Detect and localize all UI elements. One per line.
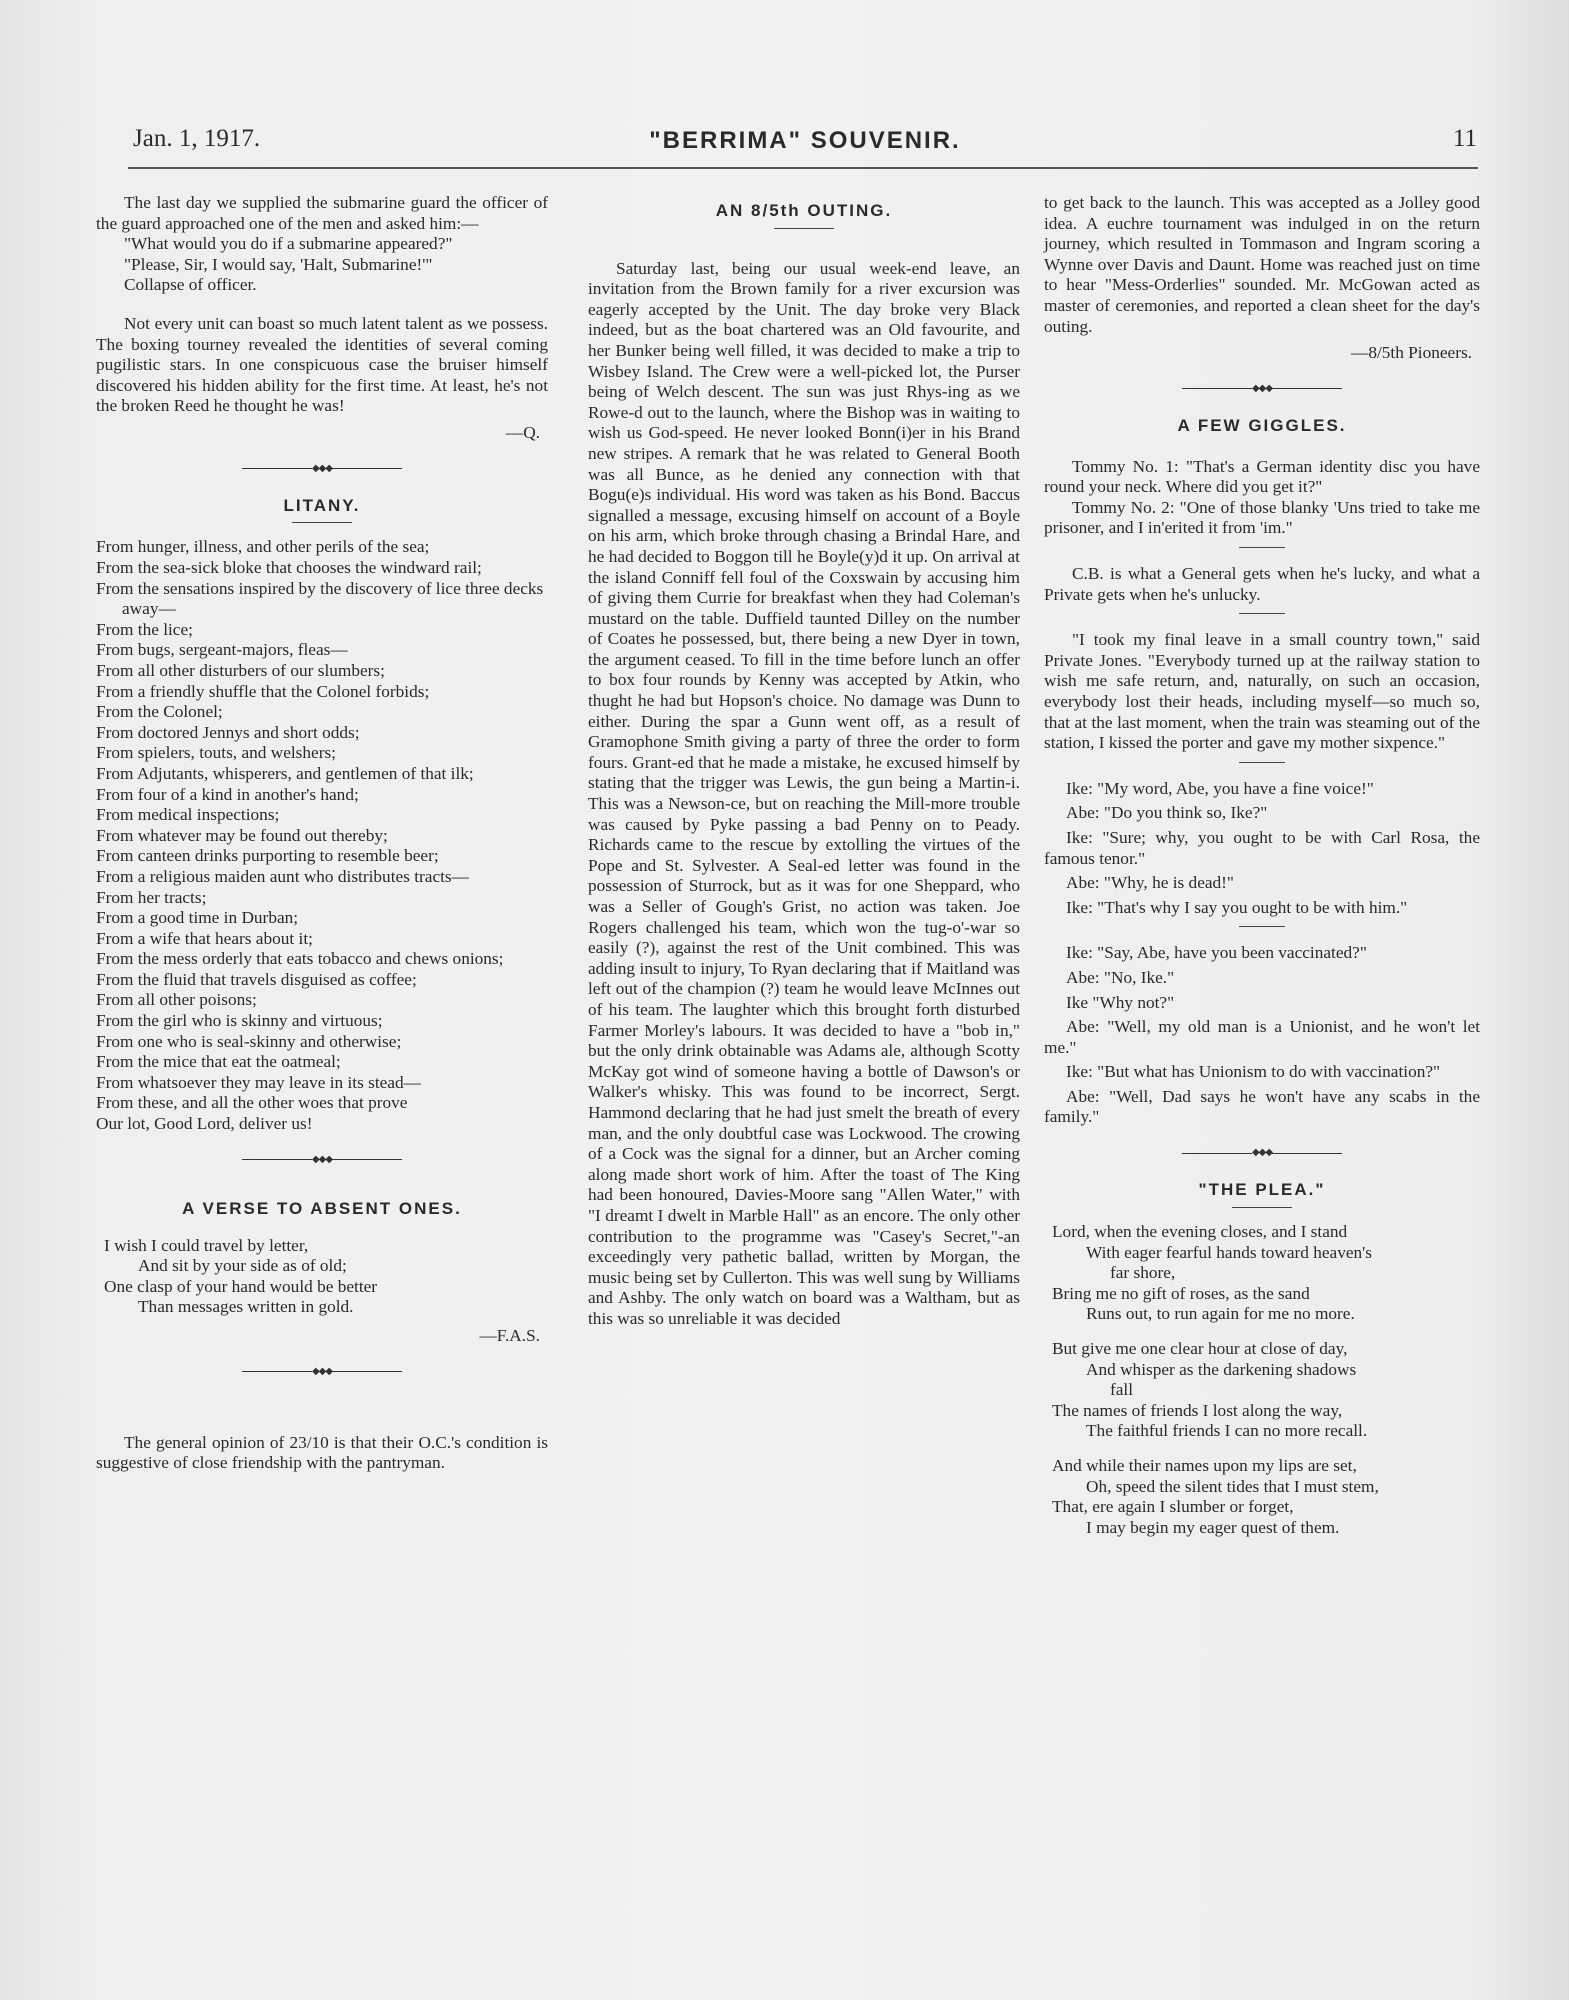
litany-line: From all other disturbers of our slumbers;: [96, 660, 385, 680]
verse-poem: [96, 1236, 548, 1318]
litany-line: From the fluid that travels disguised as coffee;: [96, 969, 417, 989]
litany-line: From the mess orderly that eats tobacco and chews onions;: [96, 949, 504, 969]
poem-line: far shore,: [1110, 1263, 1176, 1283]
litany-line: From whatever may be found out thereby;: [96, 825, 388, 845]
verse-heading: A VERSE TO ABSENT ONES.: [182, 1198, 462, 1218]
poem-line: But give me one clear hour at close of day,: [1052, 1338, 1348, 1358]
poem-line: I may begin my eager quest of them.: [1086, 1517, 1340, 1537]
litany-heading: LITANY.: [283, 495, 361, 515]
litany-line: From Adjutants, whisperers, and gentlemen of that ilk;: [96, 763, 474, 783]
dialogue-line: Ike: "Say, Abe, have you been vaccinated?": [1066, 943, 1367, 963]
publication-title: "BERRIMA" SOUVENIR.: [649, 127, 961, 154]
litany-line: From four of a kind in another's hand;: [96, 784, 359, 804]
submarine-paragraph-1: The last day we supplied the submarine guard the officer of the guard approached one of the men and asked him:—: [96, 193, 548, 233]
poem-line: fall: [1110, 1380, 1134, 1400]
poem-line: Bring me no gift of roses, as the sand: [1052, 1283, 1310, 1303]
litany-line: From a good time in Durban;: [96, 908, 299, 928]
litany-line: From bugs, sergeant-majors, fleas—: [96, 640, 348, 660]
litany-line: From the girl who is skinny and virtuous;: [96, 1011, 383, 1031]
dialogue-line: Ike: "But what has Unionism to do with vaccination?": [1066, 1062, 1441, 1082]
litany-line: From these, and all the other woes that prove: [96, 1093, 408, 1113]
ike-abe-dialogue-1: [1044, 779, 1480, 919]
litany-line: From hunger, illness, and other perils of the sea;: [96, 537, 430, 557]
litany-line: From the mice that eat the oatmeal;: [96, 1052, 341, 1072]
page-number: 11: [1452, 125, 1477, 152]
column-left: [96, 193, 548, 1486]
header-rule: [128, 167, 1478, 169]
short-rule: [1239, 926, 1285, 927]
dialogue-line: Ike: "Sure; why, you ought to be with Carl Rosa, the famous tenor.": [1044, 827, 1480, 868]
giggle-tommy-2: Tommy No. 2: "One of those blanky 'Uns tried to take me prisoner, and I in'erited it from 'im.": [1044, 497, 1480, 538]
dialogue-line: Ike: "My word, Abe, you have a fine voice!": [1066, 778, 1374, 798]
poem-line: And while their names upon my lips are set,: [1052, 1455, 1357, 1475]
heading-underline: [292, 522, 352, 523]
plea-heading: "THE PLEA.": [1198, 1180, 1326, 1200]
litany-line: From the Colonel;: [96, 702, 223, 722]
litany-line: Our lot, Good Lord, deliver us!: [96, 1114, 313, 1134]
ornament-divider: ◆◆◆: [96, 1155, 548, 1165]
litany-list: [96, 537, 548, 1134]
poem-line: One clasp of your hand would be better: [104, 1276, 378, 1296]
litany-line: From a religious maiden aunt who distributes tracts—: [96, 866, 469, 886]
dialogue-line: Abe: "Well, my old man is a Unionist, and he won't let me.": [1044, 1017, 1480, 1057]
poem-line: And whisper as the darkening shadows: [1086, 1359, 1357, 1379]
litany-line: From a wife that hears about it;: [96, 928, 313, 948]
dialogue-line: Ike "Why not?": [1066, 992, 1175, 1012]
litany-line: From spielers, touts, and welshers;: [96, 743, 336, 763]
poem-line: Oh, speed the silent tides that I must stem,: [1086, 1476, 1379, 1496]
litany-line: From all other poisons;: [96, 990, 257, 1010]
outing-article-continuation: to get back to the launch. This was accepted as a Jolley good idea. A euchre tournament was indulged in on the return journey, which resulted in Tommason and Ingram scoring a Wynne over Davis and Daunt. Home was reached just on time to hear "Mess-Orderlies" sounded. Mr. McGowan acted as master of ceremonies, and reported a clean sheet for the day's outing.: [1044, 193, 1480, 336]
poem-line: I wish I could travel by letter,: [104, 1235, 309, 1255]
litany-line: From the lice;: [96, 619, 193, 639]
dialogue-line: Ike: "That's why I say you ought to be with him.": [1066, 897, 1408, 917]
short-rule: [1239, 613, 1285, 614]
dialogue-line: Abe: "Well, Dad says he won't have any scabs in the family.": [1044, 1086, 1480, 1127]
poem-line: Runs out, to run again for me no more.: [1086, 1304, 1355, 1324]
poem-line: Than messages written in gold.: [138, 1297, 354, 1317]
plea-stanza-2: [1044, 1339, 1480, 1442]
column-right: [1044, 193, 1480, 1552]
giggle-private-jones: "I took my final leave in a small country town," said Private Jones. "Everybody turned up at the railway station to wish me safe return, and, naturally, on such an occasion, everybody lost their heads, including myself—so much so, that at the last moment, when the train was steaming out of the station, I kissed the porter and gave my mother sixpence.": [1044, 630, 1480, 753]
issue-date: Jan. 1, 1917.: [133, 125, 261, 152]
poem-line: And sit by your side as of old;: [138, 1256, 347, 1276]
page-header: [133, 125, 1477, 165]
ornament-divider: ◆◆◆: [1044, 384, 1480, 394]
litany-line: From medical inspections;: [96, 805, 280, 825]
dialogue-line: Abe: "Do you think so, Ike?": [1066, 803, 1268, 823]
poem-line: That, ere again I slumber or forget,: [1052, 1497, 1294, 1517]
ornament-divider: ◆◆◆: [96, 1367, 548, 1377]
column-middle: [588, 193, 1020, 1341]
latent-talent-paragraph: Not every unit can boast so much latent talent as we possess. The boxing tourney revealed the identities of several coming pugilistic stars. In one conspicuous case the bruiser himself discovered his hidden ability for the first time. At least, he's not the broken Reed he thought he was!: [96, 313, 548, 416]
heading-underline: [1232, 1207, 1292, 1208]
short-rule: [1239, 762, 1285, 763]
poem-line: The faithful friends I can no more recall.: [1086, 1421, 1368, 1441]
ike-abe-dialogue-2: [1044, 943, 1480, 1128]
submarine-paragraph-3: "Please, Sir, I would say, 'Halt, Submarine!'": [124, 254, 433, 274]
submarine-paragraph-4: Collapse of officer.: [124, 275, 257, 295]
litany-line: From her tracts;: [96, 887, 207, 907]
latent-talent-signature: —Q.: [505, 422, 540, 442]
dialogue-line: Abe: "No, Ike.": [1066, 967, 1175, 987]
dialogue-line: Abe: "Why, he is dead!": [1066, 873, 1234, 893]
heading-underline: [774, 228, 834, 229]
litany-line: From canteen drinks purporting to resemble beer;: [96, 846, 439, 866]
litany-line: From the sensations inspired by the discovery of lice three decks away—: [96, 578, 544, 619]
short-rule: [1239, 547, 1285, 548]
verse-signature: —F.A.S.: [479, 1325, 540, 1345]
litany-line: From the sea-sick bloke that chooses the windward rail;: [96, 558, 482, 578]
opinion-paragraph: The general opinion of 23/10 is that their O.C.'s condition is suggestive of close friendship with the pantryman.: [96, 1432, 548, 1473]
giggle-cb: C.B. is what a General gets when he's lucky, and what a Private gets when he's unlucky.: [1044, 564, 1480, 604]
plea-stanza-1: [1044, 1222, 1480, 1325]
outing-signature: —8/5th Pioneers.: [1351, 343, 1472, 363]
ornament-divider: ◆◆◆: [96, 464, 548, 474]
poem-line: The names of friends I lost along the way,: [1052, 1400, 1343, 1420]
poem-line: Lord, when the evening closes, and I stand: [1052, 1221, 1348, 1241]
outing-heading: AN 8/5th OUTING.: [715, 201, 893, 220]
litany-line: From whatsoever they may leave in its stead—: [96, 1072, 421, 1092]
litany-line: From a friendly shuffle that the Colonel forbids;: [96, 681, 430, 701]
litany-line: From doctored Jennys and short odds;: [96, 722, 360, 742]
plea-stanza-3: [1044, 1456, 1480, 1538]
outing-article-body: Saturday last, being our usual week-end leave, an invitation from the Brown family for a river excursion was eagerly accepted by the Unit. The day broke very Black indeed, but as the boat chartered was an Old favourite, and her Bunker being well filled, it was decided to make a trip to Wisbey Island. The Crew were a well-picked lot, the Purser being of Welch descent. The sun was just Rhys-ing as we Rowe-d out to the launch, where the Bishop was in waiting to wish us God-speed. He never looked Bonn(i)er in his Brand new stripes. A remark that he was related to General Booth was all Bunce, as he denied any connection with that Bogu(e)s individual. His word was taken as his Bond. Baccus signalled a message, excusing himself on account of a Boyle on his arm, which broke through chasing a Brindal Hare, and he had decided to Boggon till he Boyle(y)d it up. On arrival at the island Conniff fell foul of the Coxswain by accusing him of giving them Currie for breakfast when they had Coleman's mustard on the table. Duffield taunted Dilley on the number of Coates he possessed, but, there being a new Dyer in town, the argument ceased. To fill in the time before lunch an offer to box four rounds by Kenny was accepted by Atkin, who thught he had but Hopson's choice. No damage was Dunn to either. During the spar a Gunn went off, as a result of Gramophone Smith giving a party of three the order to form fours. Grant-ed that he made a mistake, he excused himself by stating that the trigger was Lewis, the gun being a Martin-i. This was a Newson-ce, but on reaching the Mill-more trouble was caused by Pyke passing a bad Penny on to Peady. Richards came to the rescue by extolling the virtues of the Pope and St. Sylvester. A Seal-ed letter was found in the possession of Sturrock, but as it was for one Sheppard, who was a Seller of Gough's Grist, no action was taken. Joe Rogers challenged his team, which won the tug-o'-war so easily (?), against the rest of the Unit combined. This was adding insult to injury, To Ryan declaring that if Maitland was left out of the champion (?) team he would leave McInnes out of his team. The laughter which this brought forth disturbed Farmer Morley's labours. It was decided to have a "bob in," but the only drink obtainable was Adams ale, although Scotty McKay got wind of someone having a bottle of Dawson's or Walker's whisky. This was found to be incorrect, Sergt. Hammond declaring that he had just smelt the breath of every man, and the only doubtful case was Lockwood. The crowing of a Cock was the signal for a dinner, but an Archer coming along made short work of him. After the toast of The King had been honoured, Davies-Moore sang "Allen Water," with "I dreamt I dwelt in Marble Hall" as an encore. The only other contribution to the programme was "Casey's Secret,"-an exceedingly very pathetic ballad, written by Morgan, the music being set by Cullerton. This was well sung by Williams and Ashby. The only watch on board was a Waltham, but as this was so unreliable it was decided: [588, 258, 1020, 1328]
giggle-tommy-1: Tommy No. 1: "That's a German identity disc you have round your neck. Where did you get it?": [1044, 456, 1480, 497]
ornament-divider: ◆◆◆: [1044, 1148, 1480, 1158]
litany-line: From one who is seal-skinny and otherwise;: [96, 1031, 402, 1051]
submarine-paragraph-2: "What would you do if a submarine appeared?": [124, 234, 453, 254]
poem-line: With eager fearful hands toward heaven's: [1086, 1242, 1372, 1262]
giggles-heading: A FEW GIGGLES.: [1177, 416, 1347, 436]
